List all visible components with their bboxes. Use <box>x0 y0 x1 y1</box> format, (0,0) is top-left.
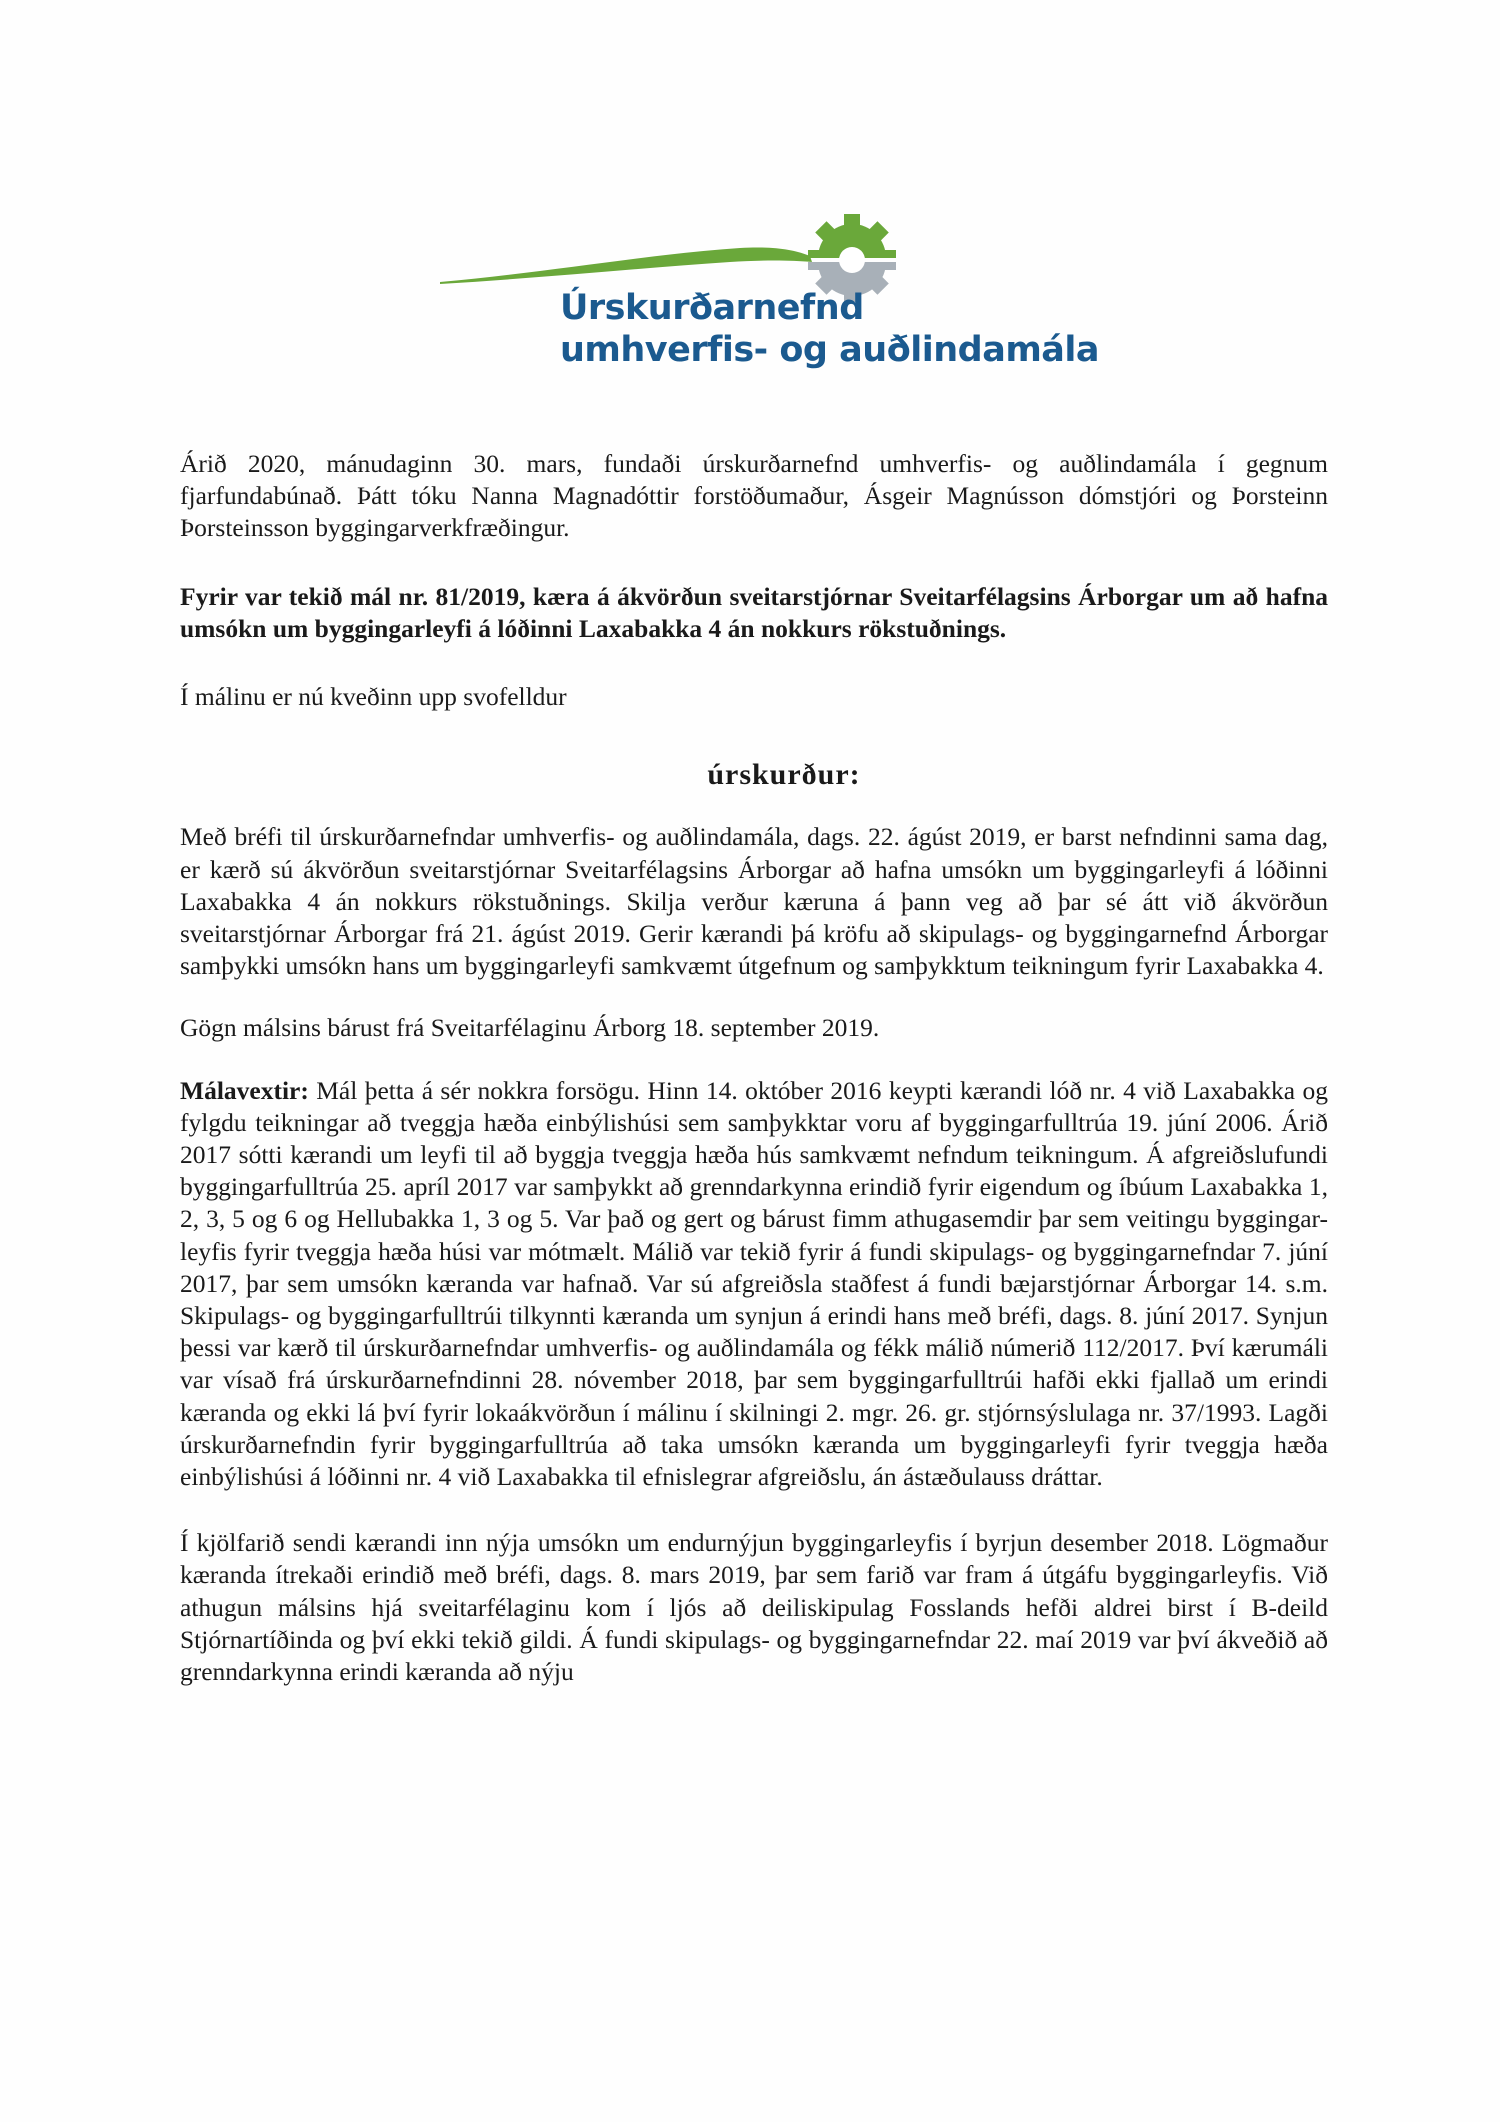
document-body <box>180 448 1328 1688</box>
case-title: Fyrir var tekið mál nr. 81/2019, kæra á ákvörðun sveitarstjórnar Sveitarfélagsins Árborgar um að hafna umsókn um byggingarleyfi á lóðinni Laxabakka 4 án nokkurs rökstuðnings. <box>180 581 1328 643</box>
facts-text: Mál þetta á sér nokkra forsögu. Hinn 14. október 2016 keypti kærandi lóð nr. 4 við Laxabakka og fylgdu teikningar að tveggja hæða einbýlishúsi sem samþykktar voru af byggingarfulltrúa 19. júní 2006. Árið 2017 sótti kærandi um leyfi til að byggja tveggja hæða hús samkvæmt nefndum teikningum. Á afgreiðslufundi byggingarfulltrúa 25. apríl 2017 var samþykkt að grenndarkynna erindið fyrir eigendum og íbúum Laxabakka 1, 2, 3, 5 og 6 og Hellubakka 1, 3 og 5. Var það og gert og bárust fimm athugasemdir þar sem veitingu byggingar-leyfis fyrir tveggja hæða húsi var mótmælt. Málið var tekið fyrir á fundi skipulags- og byggingarnefndar 7. júní 2017, þar sem umsókn kæranda var hafnað. Var sú afgreiðsla staðfest á fundi bæjarstjórnar Árborgar 14. s.m. Skipulags- og byggingarfulltrúi tilkynnti kæranda um synjun á erindi hans með bréfi, dags. 8. júní 2017. Synjun þessi var kærð til úrskurðarnefndar umhverfis- og auðlindamála og fékk málið númerið 112/2017. Því kærumáli var vísað frá úrskurðarnefndinni 28. nóvember 2018, þar sem byggingarfulltrúi hafði ekki fjallað um erindi kæranda og ekki lá því fyrir lokaákvörðun í málinu í skilningi 2. mgr. 26. gr. stjórnsýslulaga nr. 37/1993. Lagði úrskurðarnefndin fyrir byggingarfulltrúa að taka umsókn kæranda um byggingarleyfi fyrir tveggja hæða einbýlishúsi á lóðinni nr. 4 við Laxabakka til efnislegrar afgreiðslu, án ástæðulauss dráttar. <box>180 1075 1328 1492</box>
intro-paragraph: Árið 2020, mánudaginn 30. mars, fundaði úrskurðarnefnd umhverfis- og auðlindamála í gegnum fjarfundabúnað. Þátt tóku Nanna Magnadóttir forstöðumaður, Ásgeir Magnússon dómstjóri og Þorsteinn Þorsteinsson byggingarverkfræðingur. <box>180 449 1328 543</box>
gear-tooth <box>844 214 860 228</box>
paragraph-1: Með bréfi til úrskurðarnefndar umhverfis- og auðlindamála, dags. 22. ágúst 2019, er barst nefndinni sama dag, er kærð sú ákvörðun sveitarstjórnar Sveitarfélagsins Árborgar að hafna umsókn um byggingarleyfi á lóðinni Laxabakka 4 án nokkurs rökstuðnings. Skilja verður kæruna á þann veg að þar sé átt við ákvörðun sveitarstjórnar Árborgar frá 21. ágúst 2019. Gerir kærandi þá kröfu að skipulags- og byggingarnefnd Árborgar samþykki umsókn hans um byggingarleyfi samkvæmt útgefnum og samþykktum teikningum fyrir Laxabakka 4. <box>180 822 1328 981</box>
paragraph-3 <box>180 1075 1328 1494</box>
gear-tooth <box>808 250 822 258</box>
committee-logo <box>440 210 1100 390</box>
gear-hole <box>839 247 865 273</box>
pronouncement-line: Í málinu er nú kveðinn upp svofelldur <box>180 682 567 712</box>
gear-tooth <box>882 250 896 258</box>
paragraph-4: Í kjölfarið sendi kærandi inn nýja umsókn um endurnýjun byggingarleyfis í byrjun desember 2018. Lögmaður kæranda ítrekaði erindið með bréfi, dags. 8. mars 2019, þar sem farið var fram á útgáfu byggingarleyfis. Við athugun málsins hjá sveitarfélaginu kom í ljós að deiliskipulag Fosslands hefði aldrei birst í B-deild Stjórnartíðinda og því ekki tekið gildi. Á fundi skipulags- og byggingarnefndar 22. maí 2019 var því ákveðið að grenndarkynna erindi kæranda að nýju <box>180 1528 1328 1687</box>
logo-title: Úrskurðarnefnd <box>560 288 864 328</box>
ruling-heading: úrskurður: <box>707 758 861 792</box>
facts-label: Málavextir: <box>180 1075 309 1105</box>
paragraph-2: Gögn málsins bárust frá Sveitarfélaginu Árborg 18. september 2019. <box>180 1013 880 1043</box>
logo-subtitle: umhverfis- og auðlindamála <box>560 330 1100 370</box>
swoosh-shape <box>440 247 812 284</box>
gear-tooth <box>882 262 896 270</box>
gear-tooth <box>808 262 822 270</box>
